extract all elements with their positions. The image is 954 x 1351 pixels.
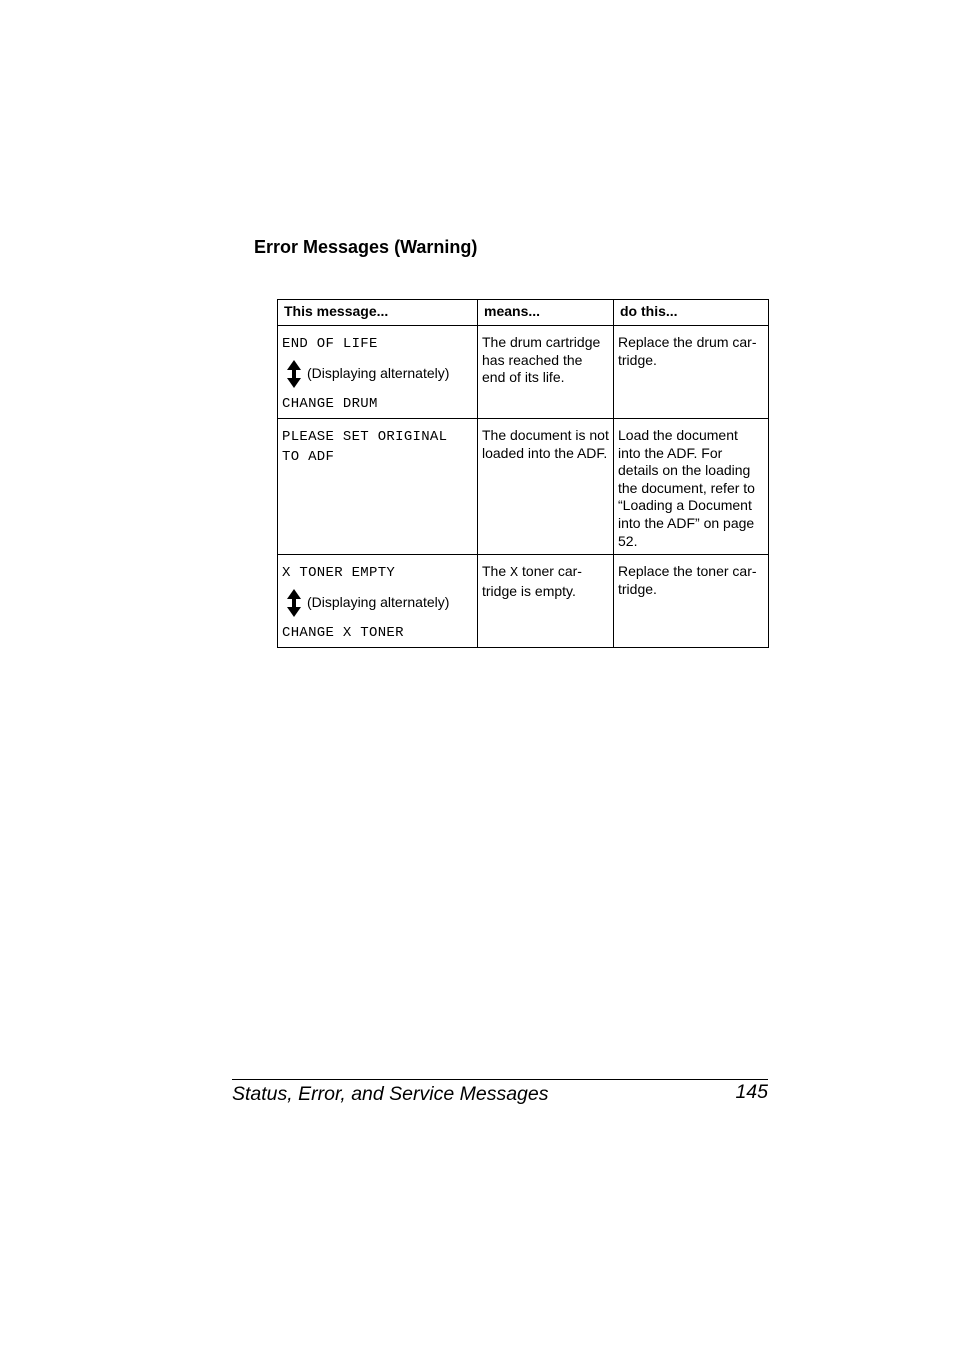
message-cell (278, 419, 478, 555)
action-cell: Replace the toner car-tridge. (614, 555, 769, 648)
means-suffix: toner car-tridge is empty. (482, 563, 582, 599)
footer-rule (232, 1079, 768, 1080)
message-line-1: END OF LIFE (282, 336, 378, 352)
table-row (278, 555, 769, 648)
header-do-this: do this... (614, 300, 769, 326)
means-cell: The document is not loaded into the ADF. (478, 419, 614, 555)
means-cell: The drum cartridge has reached the end of its life. (478, 326, 614, 419)
error-messages-table (277, 299, 769, 648)
means-code: X (510, 566, 519, 582)
message-cell (278, 326, 478, 419)
message-line-2: CHANGE X TONER (282, 625, 404, 642)
table-header-row (278, 300, 769, 326)
table-row (278, 326, 769, 419)
message-line-1: X TONER EMPTY (282, 565, 396, 582)
up-down-arrow-icon (287, 360, 301, 388)
message-line-2: CHANGE DRUM (282, 396, 378, 412)
message-line-1: PLEASE SET ORIGINAL (282, 429, 448, 445)
table-row (278, 419, 769, 555)
alternate-label: (Displaying alternately) (307, 594, 450, 611)
footer-title: Status, Error, and Service Messages (232, 1083, 549, 1105)
message-cell (278, 555, 478, 648)
action-cell: Load the document into the ADF. For details on the loading the document, refer to “Loading a Document into the ADF” on page 52. (614, 419, 769, 555)
means-prefix: The (482, 563, 507, 580)
up-down-arrow-icon (287, 589, 301, 617)
header-means: means... (478, 300, 614, 326)
header-message: This message... (278, 300, 478, 326)
alternate-indicator (282, 589, 473, 617)
message-line-2: TO ADF (282, 449, 335, 465)
action-cell: Replace the drum car-tridge. (614, 326, 769, 419)
section-heading: Error Messages (Warning) (254, 237, 478, 257)
means-cell (478, 555, 614, 648)
alternate-label: (Displaying alternately) (307, 365, 450, 382)
page-number: 145 (735, 1081, 768, 1103)
alternate-indicator (282, 360, 473, 388)
